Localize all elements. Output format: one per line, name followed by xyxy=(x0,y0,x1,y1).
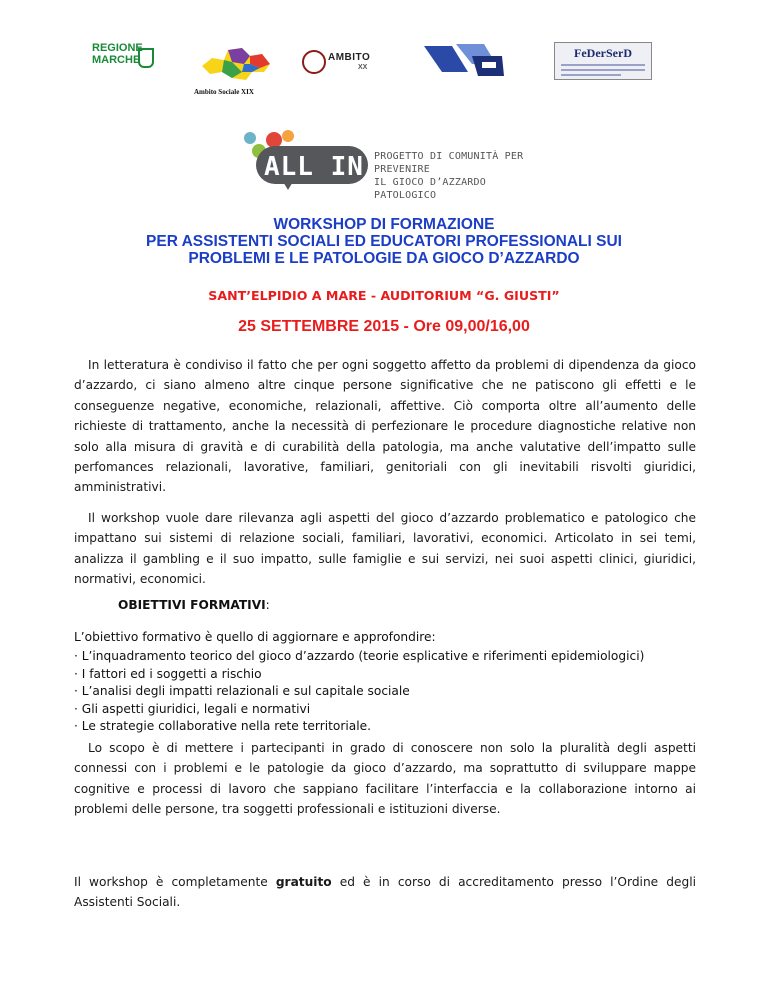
ambito-circle-icon xyxy=(302,50,326,74)
tagline-line-2: IL GIOCO D’AZZARDO PATOLOGICO xyxy=(374,177,486,201)
tagline-line-1: PROGETTO DI COMUNITÀ PER PREVENIRE xyxy=(374,151,524,175)
territory-map-logo xyxy=(198,42,274,82)
list-item: · Le strategie collaborative nella rete territoriale. xyxy=(74,719,371,734)
date-line: 25 SETTEMBRE 2015 - Ore 09,00/16,00 xyxy=(238,318,530,335)
federserd-logo xyxy=(554,42,652,80)
all-in-logo xyxy=(242,128,552,201)
logo-dot-icon xyxy=(282,130,294,142)
list-item: · L’analisi degli impatti relazionali e sul capitale sociale xyxy=(74,684,410,699)
ambito-logo-text: AMBITO xyxy=(328,52,371,63)
list-item: · L’inquadramento teorico del gioco d’azzardo (teorie esplicative e riferimenti epidemiologici) xyxy=(74,649,645,663)
regione-marche-logo xyxy=(92,42,152,78)
ambito-xx-logo xyxy=(302,42,371,78)
objectives-list xyxy=(74,648,644,736)
paragraph-3-text: Lo scopo è di mettere i partecipanti in grado di conoscere non solo la pluralità degli aspetti connessi con i problemi e le patologie da gioco d’azzardo, ma soprattutto di sviluppare mappe cognitive e processi di lavoro che sappiano facilitare l’interfaccia e la collaborazione intorno ai problemi delle persone, tra soggetti professionali e istituzioni diverse. xyxy=(74,741,696,817)
logo-dot-icon xyxy=(244,132,256,144)
ambito-logo-sub: XX xyxy=(358,64,368,71)
regione-marche-text: REGIONE MARCHE xyxy=(92,42,143,66)
list-item: · I fattori ed i soggetti a rischio xyxy=(74,666,262,681)
free-emphasis: gratuito xyxy=(275,875,332,889)
paragraph-1-text: In letteratura è condiviso il fatto che per ogni soggetto affetto da problemi di dipendenza da gioco d’azzardo, ci siano almeno altre cinque persone significative che ne patiscono gli effetti e le conseguenze negative, economiche, relazionali, affettive. Ciò comporta oltre all’aumento delle richieste di trattamento, anche la necessità di perfezionare le procedure diagnostiche relative non solo alla misura di gravità e di curabilità della patologia, ma anche valutative dell’impatto sulle perfomances relazionali, lavorative, familiari, genitoriali con gli inevitabili risvolti giuridici, amministrativi. xyxy=(74,358,696,495)
paragraph-workshop xyxy=(74,508,696,590)
objectives-heading xyxy=(118,598,270,612)
paragraph-scope xyxy=(74,738,696,820)
all-in-name: ALL IN xyxy=(264,152,364,182)
venue-line: SANT’ELPIDIO A MARE - AUDITORIUM “G. GIUSTI” xyxy=(208,288,560,303)
paragraph-4-before: Il workshop è completamente xyxy=(74,875,276,889)
asur-marche-logo xyxy=(422,42,506,80)
workshop-title xyxy=(0,216,768,267)
all-in-tagline xyxy=(374,150,552,202)
objectives-colon: : xyxy=(265,598,270,612)
federserd-text: FeDerSerD xyxy=(574,46,632,60)
title-line-2: PER ASSISTENTI SOCIALI ED EDUCATORI PROFESSIONALI SUI xyxy=(146,233,622,250)
regione-shield-icon xyxy=(138,48,154,68)
paragraph-intro xyxy=(74,355,696,498)
paragraph-4-after: ed è in corso di accreditamento presso l’Ordine degli Assistenti Sociali. xyxy=(74,875,696,910)
objectives-heading-text: OBIETTIVI FORMATIVI xyxy=(118,598,266,612)
logo-bar xyxy=(92,42,662,82)
title-line-3: PROBLEMI E LE PATOLOGIE DA GIOCO D’AZZARDO xyxy=(188,250,580,267)
title-line-1: WORKSHOP DI FORMAZIONE xyxy=(273,216,495,233)
list-item: · Gli aspetti giuridici, legali e normativi xyxy=(74,701,311,716)
paragraph-2-text: Il workshop vuole dare rilevanza agli aspetti del gioco d’azzardo problematico e patologico che impattano sui sistemi di relazione sociali, familiari, lavorativi, economici. Articolato in sei temi, analizza il gambling e il suo impatto, sulle famiglie e sui servizi, nei suoi aspetti clinici, giuridici, normativi, economici. xyxy=(74,511,696,587)
objectives-intro: L’obiettivo formativo è quello di aggiornare e approfondire: xyxy=(74,630,436,644)
paragraph-free xyxy=(74,872,696,913)
ambito-sociale-label: Ambito Sociale XIX xyxy=(194,88,254,96)
